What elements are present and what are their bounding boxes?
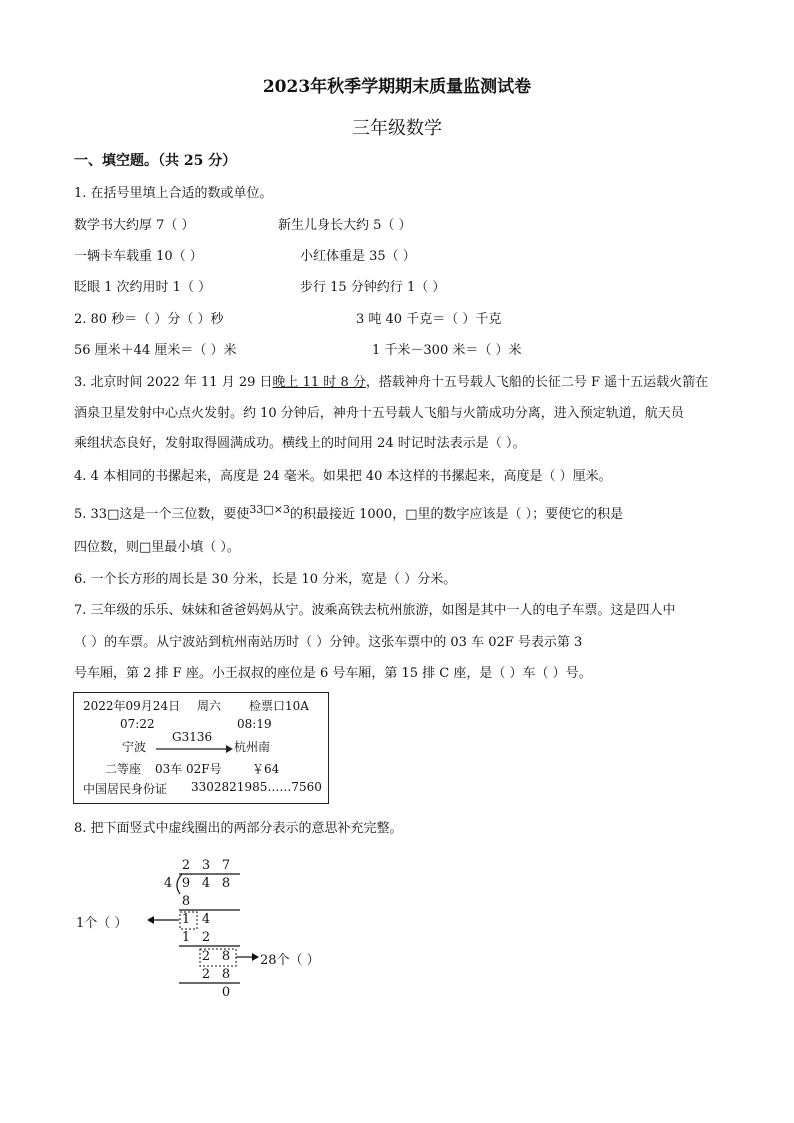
q5-line2: 四位数，则□里最小填（ ）。 xyxy=(74,540,240,555)
q2-item-c: 56 厘米＋44 厘米＝（ ）米 xyxy=(74,343,237,358)
label-right: 28个（ ） xyxy=(260,953,320,968)
ticket-price: ￥64 xyxy=(252,762,280,776)
q1-stem: 1. 在括号里填上合适的数或单位。 xyxy=(74,186,273,201)
ticket-date: 2022年09月24日 xyxy=(83,699,181,713)
step-digit: 8 xyxy=(181,894,191,909)
q2-item-a: 2. 80 秒＝（ ）分（ ）秒 xyxy=(74,312,224,327)
ticket-to: 杭州南 xyxy=(234,740,271,754)
q8-stem: 8. 把下面竖式中虚线圈出的两部分表示的意思补充完整。 xyxy=(74,821,403,836)
page-subtitle: 三年级数学 xyxy=(352,118,442,139)
q2-item-d: 1 千米－300 米＝（ ）米 xyxy=(372,343,522,358)
q5-line1-end: 的积最接近 1000，□里的数字应该是（ ）；要使它的积是 xyxy=(289,507,624,522)
ticket-car: 03车 xyxy=(155,762,183,776)
step-digit: 4 xyxy=(201,912,211,927)
q1-item-c: 一辆卡车载重 10（ ） xyxy=(74,249,203,264)
q3-line1-end: ，搭载神舟十五号载人飞船的长征二号 F 遥十五运载火箭在 xyxy=(365,375,709,390)
label-left: 1个（ ） xyxy=(76,916,128,931)
q7-line3: 号车厢，第 2 排 F 座。小王叔叔的座位是 6 号车厢，第 15 排 C 座，是（ ）车（ ）号。 xyxy=(74,666,592,681)
q1-item-b: 新生儿身长大约 5（ ） xyxy=(278,218,412,233)
q1-item-d: 小红体重是 35（ ） xyxy=(300,249,416,264)
q2-item-b: 3 吨 40 千克＝（ ）千克 xyxy=(356,312,502,327)
q3-underlined-time: 晚上 11 时 8 分 xyxy=(272,375,366,390)
q6-text: 6. 一个长方形的周长是 30 分米，长是 10 分米，宽是（ ）分米。 xyxy=(74,572,457,587)
ticket-train-number: G3136 xyxy=(172,730,213,744)
ticket-id-number: 3302821985……7560 xyxy=(191,780,322,794)
step-digit: 2 xyxy=(201,949,211,964)
ticket-weekday: 周六 xyxy=(197,699,222,713)
q7-line1: 7. 三年级的乐乐、妹妹和爸爸妈妈从宁。波乘高铁去杭州旅游，如图是其中一人的电子车票。这是四人中 xyxy=(74,603,676,618)
q5-line1-start: 5. 33□这是一个三位数，要使 xyxy=(74,507,250,522)
q5-expression: 33□×3 xyxy=(249,503,290,516)
q3-line1-start: 3. 北京时间 2022 年 11 月 29 日 xyxy=(74,375,273,390)
q7-line2: （ ）的车票。从宁波站到杭州南站历时（ ）分钟。这张车票中的 03 车 02F 号表示第 3 xyxy=(74,635,583,650)
remainder: 0 xyxy=(221,985,231,1000)
dividend-digit: 8 xyxy=(221,876,231,891)
dividend-digit: 4 xyxy=(201,876,211,891)
step-digit: 8 xyxy=(221,967,231,982)
ticket-seat-class: 二等座 xyxy=(105,762,142,776)
step-digit: 2 xyxy=(201,967,211,982)
quotient-digit: 7 xyxy=(221,858,231,873)
q1-item-e: 眨眼 1 次约用时 1（ ） xyxy=(74,280,212,295)
q4-text: 4. 4 本相同的书摞起来，高度是 24 毫米。如果把 40 本这样的书摞起来，高度是（ ）厘米。 xyxy=(74,469,612,484)
ticket-id-label: 中国居民身份证 xyxy=(83,782,168,796)
divisor: 4 xyxy=(163,876,173,891)
ticket-from: 宁波 xyxy=(122,740,147,754)
quotient-digit: 3 xyxy=(201,858,211,873)
quotient-digit: 2 xyxy=(181,858,191,873)
q3-line2: 酒泉卫星发射中心点火发射。约 10 分钟后，神舟十五号载人飞船与火箭成功分离，进入预定轨道，航天员 xyxy=(74,406,684,421)
q1-item-f: 步行 15 分钟约行 1（ ） xyxy=(300,280,446,295)
step-digit: 1 xyxy=(181,912,191,927)
step-digit: 1 xyxy=(181,930,191,945)
step-digit: 2 xyxy=(201,930,211,945)
ticket-gate: 检票口10A xyxy=(249,699,309,713)
page-title: 2023年秋季学期期末质量监测试卷 xyxy=(262,77,532,97)
section-heading: 一、填空题。（共 25 分） xyxy=(74,153,237,169)
step-digit: 8 xyxy=(221,949,231,964)
q3-line3: 乘组状态良好，发射取得圆满成功。横线上的时间用 24 时记时法表示是（ ）。 xyxy=(74,436,526,451)
ticket-seat: 02F号 xyxy=(186,762,222,776)
q1-item-a: 数学书大约厚 7（ ） xyxy=(74,218,195,233)
dividend-digit: 9 xyxy=(181,876,191,891)
ticket-depart-time: 07:22 xyxy=(120,717,155,731)
ticket-arrive-time: 08:19 xyxy=(237,717,272,731)
